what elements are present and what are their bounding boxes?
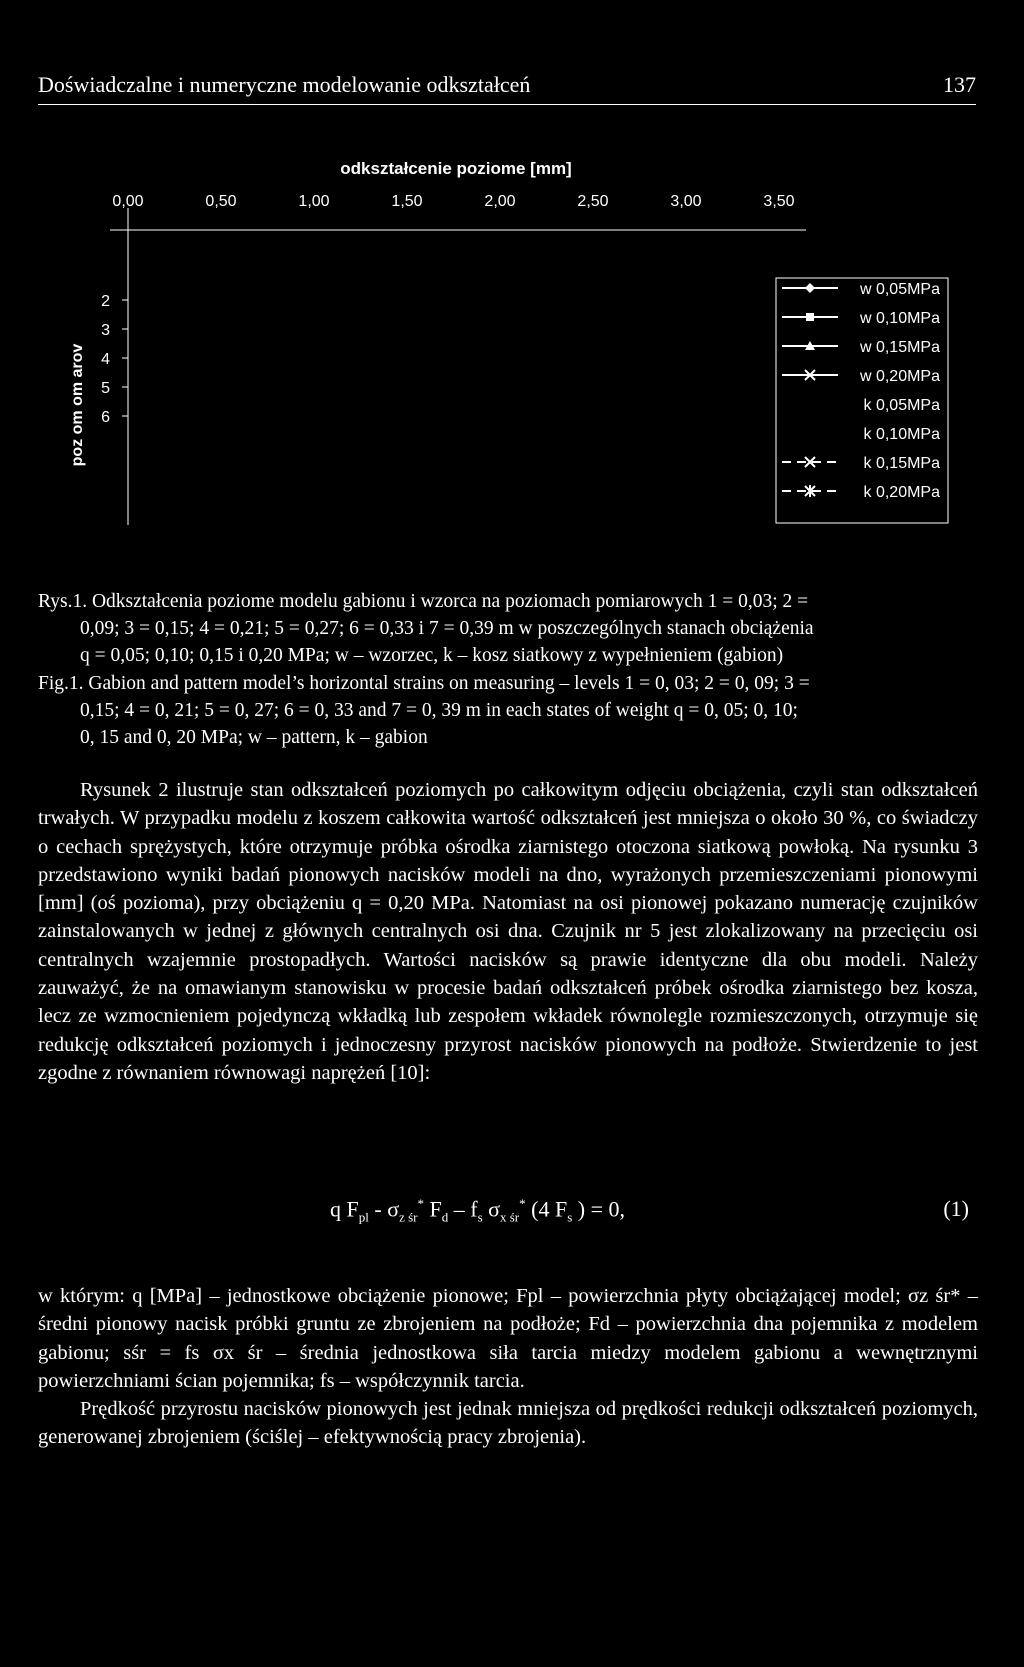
legend-label: w 0,20MPa (859, 368, 940, 385)
x-tick-label: 0,50 (205, 193, 237, 210)
legend-entry (864, 426, 941, 443)
y-axis-label: poz om om arov (69, 343, 86, 467)
caption-pl-line2: 0,09; 3 = 0,15; 4 = 0,21; 5 = 0,27; 6 = 0,33 i 7 = 0,39 m w poszczególnych stanach obciążenia (80, 618, 814, 639)
caption-en-line2: 0,15; 4 = 0, 21; 5 = 0, 27; 6 = 0, 33 and 7 = 0, 39 m in each states of weight q = 0, 05; 0, 10; (80, 700, 798, 721)
legend-marker-diamond (805, 283, 815, 293)
y-tick-label: 6 (101, 409, 110, 426)
body-text-top (38, 776, 978, 1087)
y-tick-label: 3 (101, 322, 110, 339)
page-number: 137 (943, 72, 976, 97)
x-tick-labels (112, 193, 794, 210)
legend-label: w 0,10MPa (859, 310, 940, 327)
legend-label: k 0,20MPa (863, 484, 940, 501)
x-tick-label: 3,50 (763, 193, 795, 210)
caption-pl (38, 588, 814, 669)
legend-entry (782, 455, 940, 472)
legend (776, 278, 948, 523)
caption-en (38, 670, 810, 751)
caption-en-line3: 0, 15 and 0, 20 MPa; w – pattern, k – gabion (80, 727, 428, 748)
x-tick-label: 2,50 (577, 193, 609, 210)
body-text-bottom (38, 1282, 978, 1452)
y-tick-labels (101, 293, 128, 426)
legend-label: w 0,05MPa (859, 281, 940, 298)
caption-pl-line1: Rys.1. Odkształcenia poziome modelu gabionu i wzorca na poziomach pomiarowych 1 = 0,03; 2 = (38, 591, 809, 612)
equation: q $F_{pl} - \sigma_{z śr}^*$ $F_d - f_s$ $\sigma_{x śr}^*$ (4 $F_s$ ) = 0, (330, 1196, 625, 1225)
legend-label: k 0,05MPa (863, 397, 940, 414)
running-header (38, 70, 976, 105)
equation-number: (1) (943, 1196, 969, 1221)
legend-entry (864, 397, 941, 414)
legend-entry (782, 310, 940, 327)
x-tick-label: 3,00 (670, 193, 702, 210)
paragraph-2: w którym: q [MPa] – jednostkowe obciążenie pionowe; Fpl – powierzchnia płyty obciążającej model; σz śr* – średni pionowy nacisk próbki gruntu ze zbrojeniem na podłoże; Fd – powierzchnia dna pojemnika z modelem gabionu; sśr = fs σx śr – średnia jednostkowa siła tarcia miedzy modelem gabionu a wewnętrznymi powierzchniami ścian pojemnika; fs – współczynnik tarcia. (38, 1285, 978, 1392)
legend-label: k 0,10MPa (863, 426, 940, 443)
running-title: Doświadczalne i numeryczne modelowanie odkształceń (38, 72, 531, 97)
legend-entry (782, 368, 940, 385)
caption-pl-line3: q = 0,05; 0,10; 0,15 i 0,20 MPa; w – wzorzec, k – kosz siatkowy z wypełnieniem (gabion) (80, 645, 784, 666)
legend-label: w 0,15MPa (859, 339, 940, 356)
legend-entry (782, 339, 940, 356)
x-tick-label: 2,00 (484, 193, 516, 210)
y-tick-label: 5 (101, 380, 110, 397)
legend-entry (782, 281, 940, 298)
legend-marker-square (806, 313, 814, 321)
legend-label: k 0,15MPa (863, 455, 940, 472)
x-tick-label: 0,00 (112, 193, 144, 210)
legend-entry (782, 484, 940, 501)
y-tick-label: 2 (101, 293, 110, 310)
x-tick-label: 1,00 (298, 193, 330, 210)
chart-title: odkształcenie poziome [mm] (340, 159, 572, 178)
paragraph-3: Prędkość przyrostu nacisków pionowych jest jednak mniejsza od prędkości redukcji odkształceń poziomych, generowanej zbrojeniem (ściślej – efektywnością pracy zbrojenia). (38, 1398, 978, 1449)
paragraph-1: Rysunek 2 ilustruje stan odkształceń poziomych po całkowitym odjęciu obciążenia, czyli stan odkształceń trwałych. W przypadku modelu z koszem całkowita wartość odkształceń jest mniejsza o około 30 %, co świadczy o cechach sprężystych, które otrzymuje próbka ośrodka ziarnistego otoczona siatkową powłoką. Na rysunku 3 przedstawiono wyniki badań pionowych nacisków modeli na dno, wyrażonych przemieszczeniami pionowymi [mm] (oś pozioma), przy obciążeniu q = 0,20 MPa. Natomiast na osi pionowej pokazano numerację czujników zainstalowanych w jednej z głównych centralnych osi dna. Czujnik nr 5 jest zlokalizowany na przecięciu osi centralnych wzajemnie prostopadłych. Wartości nacisków są prawie identyczne dla obu modeli. Należy zauważyć, że na omawianym stanowisku w procesie badań odkształceń próbek ośrodka ziarnistego bez kosza, lecz ze wzmocnieniem pojedynczą wkładką lub zespołem wkładek równolegle rozmieszczonych, otrzymuje się redukcję odkształceń poziomych i jednoczesny przyrost nacisków pionowych na podłoże. Stwierdzenie to jest zgodne z równaniem równowagi naprężeń [10]: (38, 779, 978, 1084)
x-tick-label: 1,50 (391, 193, 423, 210)
figure-chart (0, 150, 1024, 530)
y-tick-label: 4 (101, 351, 110, 368)
caption-en-line1: Fig.1. Gabion and pattern model’s horizontal strains on measuring – levels 1 = 0, 03; 2 = 0, 09; 3 = (38, 673, 810, 694)
